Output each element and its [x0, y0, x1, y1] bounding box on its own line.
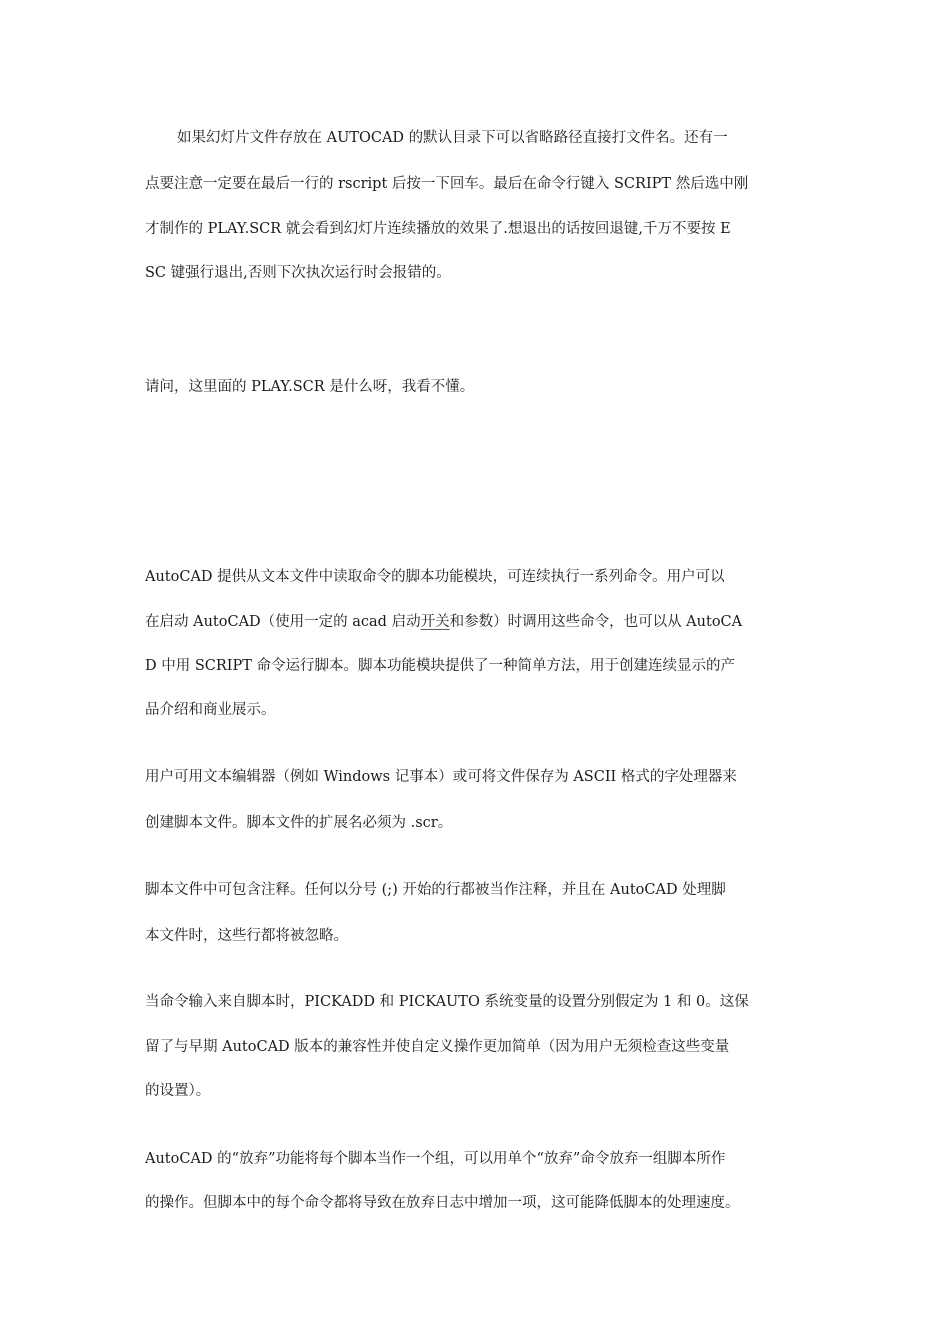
paragraph-1-line-2: 点要注意一定要在最后一行的 rscript 后按一下回车。最后在命令行键入 SCRIPT 然后选中刚 [145, 176, 749, 192]
paragraph-4-line-1: 用户可用文本编辑器（例如 Windows 记事本）或可将文件保存为 ASCII 格式的字处理器来 [145, 769, 737, 785]
switch-link[interactable]: 开关 [420, 614, 450, 630]
paragraph-3-line-2-after: 和参数）时调用这些命令，也可以从 AutoCA [449, 614, 743, 630]
paragraph-3-line-2-before: 在启动 AutoCAD（使用一定的 acad 启动 [145, 614, 421, 630]
paragraph-3-line-2 [145, 612, 810, 632]
question-line: 请问，这里面的 PLAY.SCR 是什么呀，我看不懂。 [145, 379, 475, 395]
paragraph-3-line-4: 品介绍和商业展示。 [145, 702, 276, 718]
paragraph-1-line-1: 如果幻灯片文件存放在 AUTOCAD 的默认目录下可以省略路径直接打文件名。还有一 [177, 130, 728, 146]
paragraph-5-line-1: 脚本文件中可包含注释。任何以分号 (;) 开始的行都被当作注释，并且在 AutoCAD 处理脚 [145, 882, 726, 898]
paragraph-4-line-2: 创建脚本文件。脚本文件的扩展名必须为 .scr。 [145, 815, 453, 831]
paragraph-3-line-3: D 中用 SCRIPT 命令运行脚本。脚本功能模块提供了一种简单方法，用于创建连续显示的产 [145, 658, 736, 674]
paragraph-7-line-2: 的操作。但脚本中的每个命令都将导致在放弃日志中增加一项，这可能降低脚本的处理速度。 [145, 1195, 740, 1211]
paragraph-1-line-4: SC 键强行退出,否则下次执次运行时会报错的。 [145, 265, 451, 281]
paragraph-6-line-3: 的设置）。 [145, 1083, 211, 1099]
paragraph-6-line-2: 留了与早期 AutoCAD 版本的兼容性并使自定义操作更加简单（因为用户无须检查这些变量 [145, 1039, 730, 1055]
paragraph-7-line-1: AutoCAD 的“放弃”功能将每个脚本当作一个组，可以用单个“放弃”命令放弃一组脚本所作 [145, 1151, 726, 1167]
paragraph-5-line-2: 本文件时，这些行都将被忽略。 [145, 928, 348, 944]
paragraph-1-line-3: 才制作的 PLAY.SCR 就会看到幻灯片连续播放的效果了.想退出的话按回退键,千万不要按 E [145, 221, 731, 237]
paragraph-6-line-1: 当命令输入来自脚本时，PICKADD 和 PICKAUTO 系统变量的设置分别假定为 1 和 0。这保 [145, 994, 749, 1010]
paragraph-3-line-1: AutoCAD 提供从文本文件中读取命令的脚本功能模块，可连续执行一系列命令。用户可以 [145, 569, 725, 585]
